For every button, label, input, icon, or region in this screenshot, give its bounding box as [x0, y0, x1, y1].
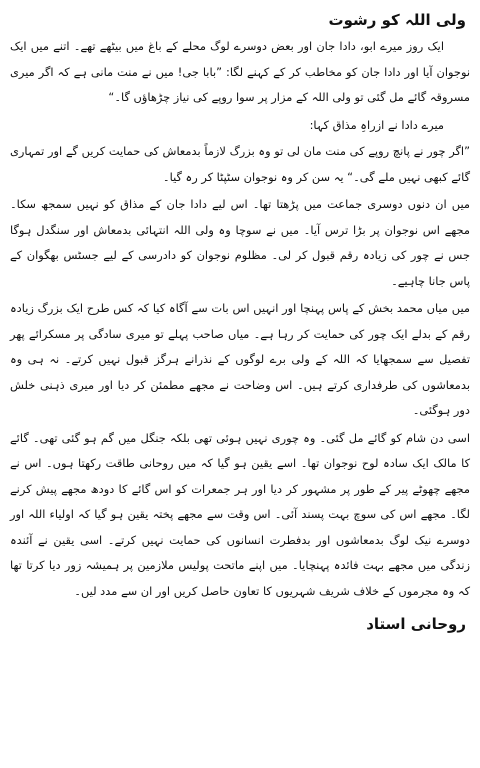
paragraph: میں ان دنوں دوسری جماعت میں پڑھتا تھا۔ اس لیے دادا جان کے مذاق کو نہیں سمجھ سکا۔ مجھے اس نوجوان پر بڑا ترس آیا۔ میں نے سوچا وہ ولی اللہ انتہائی بدمعاش اور سنگدل ہوگا جس نے چور کی زیادہ رقم قبول کر لی۔ مظلوم نوجوان کو دادرسی کے لیے جسٹس بھگوان کے پاس جانا چاہیے۔: [10, 197, 470, 288]
quotation-paragraph: ”اگر چور نے پانچ روپے کی منت مان لی تو وہ بزرگ لازماً بدمعاش کی حمایت کریں گے اور تمہاری گائے کبھی نہیں ملے گی۔“ یہ سن کر وہ نوجوان سٹپٹا کر رہ گیا۔: [10, 144, 470, 184]
paragraph: اسی دن شام کو گائے مل گئی۔ وہ چوری نہیں ہوئی تھی بلکہ جنگل میں گم ہو گئی تھی۔ گائے کا مالک ایک سادہ لوح نوجوان تھا۔ اسے یقین ہو گیا کہ میں روحانی طاقت رکھتا ہوں۔ اس نے مجھے چھوٹے پیر کے طور پر مشہور کر دیا اور ہر جمعرات کو اس گائے کا دودھ مجھے پیش کرنے لگا۔ مجھے اس کی سوچ بہت پسند آئی۔ اس وقت سے مجھے پختہ یقین ہو گیا کہ اولیاء اللہ اور دوسرے نیک لوگ بدمعاشوں اور بدفطرت انسانوں کی حمایت نہیں کرتے۔ اسی یقین نے آئندہ زندگی میں مجھے بہت فائدہ پہنچایا۔ میں اپنے ماتحت پولیس ملازمین پر ہمیشہ زور دیا کرتا تھا کہ وہ مجرموں کے خلاف شریف شہریوں کا تعاون حاصل کریں اور ان سے مدد لیں۔: [10, 430, 470, 598]
paragraph: میں میاں محمد بخش کے پاس پہنچا اور انہیں اس بات سے آگاہ کیا کہ کس طرح ایک بزرگ زیادہ رقم کے بدلے ایک چور کی حمایت کر رہا ہے۔ میاں صاحب پہلے تو میری سادگی پر مسکرائے پھر تفصیل سے سمجھایا کہ اللہ کے ولی برے لوگوں کے نذرانے ہرگز قبول نہیں کرتے۔ نہ ہی وہ بدمعاشوں کی طرفداری کرتے ہیں۔ اس وضاحت نے مجھے مطمئن کر دیا اور میری ذہنی خلش دور ہوگئی۔: [10, 301, 470, 417]
paragraph: ایک روز میرے ابو، دادا جان اور بعض دوسرے لوگ محلے کے باغ میں بیٹھے تھے۔ اتنے میں ایک نوجوان آیا اور دادا جان کو مخاطب کر کے کہنے لگا: ”بابا جی! میں نے منت مانی ہے کہ اگر میری مسروقہ گائے مل گئی تو ولی اللہ کے مزار پر سوا روپے کی نیاز چڑھاؤں گا۔“: [10, 39, 470, 104]
section-heading: روحانی استاد: [366, 615, 466, 633]
paragraph: میرے دادا نے ازراہِ مذاق کہا:: [309, 117, 444, 132]
article-heading: ولی اللہ کو رشوت: [328, 11, 466, 29]
